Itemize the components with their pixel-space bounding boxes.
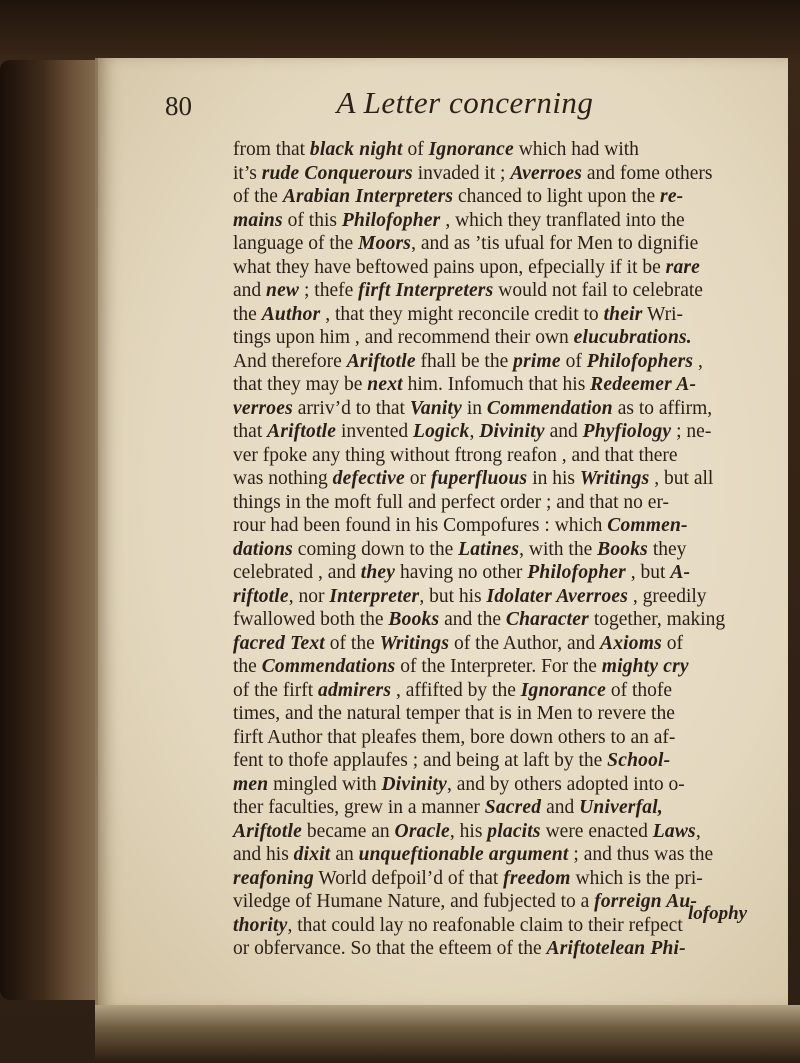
italic-text: Idolater Averroes [486,585,629,607]
italic-text: Books [388,609,440,630]
italic-text: Philofopher [341,209,441,231]
text-segment: times, and the natural temper that is in Men to revere the [233,703,675,724]
italic-text: Moors [358,233,412,254]
text-segment: in his [527,468,580,489]
italic-text: School- [607,750,671,771]
text-line [233,867,768,891]
italic-text: Ariftotle [233,820,302,842]
text-segment: invaded it ; [412,162,511,184]
text-segment: and [541,797,580,818]
italic-text: their [603,303,643,325]
text-line [233,350,768,374]
text-segment: , but all [649,468,714,489]
catchword: lofophy [688,903,748,924]
italic-text: prime [513,350,561,372]
italic-text: rare [665,256,701,278]
text-line [233,397,768,421]
text-segment: of [661,632,684,654]
text-segment: and his [233,844,294,865]
text-segment: And therefore [233,350,347,372]
italic-text: re- [660,186,684,207]
text-line [233,326,768,350]
text-segment: would not fail to celebrate [493,280,703,301]
text-segment: the [233,656,262,677]
text-segment: was nothing [233,468,333,489]
text-line [233,608,768,632]
italic-text: Commendations [261,656,396,677]
italic-text: Logick [413,421,470,442]
text-segment: and the [439,609,506,630]
text-segment: became an [301,820,395,842]
text-line [233,655,768,679]
italic-text: thority [233,914,288,936]
italic-text: verroes [233,397,293,419]
text-line [233,773,768,797]
italic-text: mighty cry [601,656,689,677]
text-segment: Wri- [642,303,684,325]
italic-text: rude Conquerours [261,162,413,184]
text-segment: , affifted by the [391,679,521,701]
text-segment: ; ne- [671,421,712,442]
text-line [233,585,768,609]
text-segment: , [695,820,701,842]
text-segment: him. Infomuch that his [402,374,591,395]
italic-text: men [233,773,269,795]
text-segment: rour had been found in his Compofures : which [233,515,608,536]
italic-text: new [266,280,300,301]
text-segment: of [560,350,587,372]
text-segment: , and as ’tis ufual for Men to dignifie [411,233,699,254]
text-line [233,209,768,233]
text-segment: fhall be the [415,350,514,372]
text-segment: , that could lay no reafonable claim to their refpect [287,914,683,936]
italic-text: facred Text [233,632,325,654]
italic-text: Commen- [607,515,688,536]
text-line [233,256,768,280]
italic-text: Sacred [484,797,542,818]
text-segment: they [647,538,687,560]
text-segment: , but his [419,585,487,607]
text-segment: the [233,303,262,325]
italic-text: admirers [318,679,392,701]
italic-text: firft Interpreters [358,280,494,301]
text-segment: an [330,844,359,865]
italic-text: defective [332,468,405,489]
italic-text: next [367,374,403,395]
italic-text: Ignorance [520,679,606,701]
text-segment: firft Author that pleafes them, bore down others to an af- [233,726,676,748]
italic-text: Axioms [600,632,662,654]
text-segment: and [233,280,267,301]
text-segment: or obfervance. So that the efteem of the [233,938,547,959]
text-segment: of the Interpreter. For the [395,656,602,677]
text-segment: of the firft [233,679,319,701]
italic-text: forreign Au- [594,891,698,912]
text-segment: and fome others [581,162,713,184]
italic-text: Author [261,303,321,325]
text-segment: , with the [519,538,598,560]
text-segment: , which they tranflated into the [440,209,685,231]
italic-text: placits [487,820,541,842]
text-line [233,726,768,750]
text-line [233,491,768,515]
italic-text: Ariftotle [346,350,416,372]
text-segment: tings upon him , and recommend their own [233,327,574,348]
text-segment: fent to thofe applaufes ; and being at laft by the [233,750,608,771]
text-segment: that [233,421,268,442]
text-segment: ; and thus was the [568,844,714,865]
italic-text: Writings [379,632,450,654]
text-segment: which is the pri- [570,867,703,889]
text-segment: , greedily [628,585,707,607]
text-segment: what they have beftowed pains upon, efpecially if it be [233,256,666,278]
text-line [233,679,768,703]
text-segment: of the Author, and [449,632,601,654]
text-line [233,279,768,303]
italic-text: unqueftionable argument [358,844,569,865]
text-segment: in [462,397,487,419]
text-segment: things in the moft full and perfect order ; and that no er- [233,491,670,513]
italic-text: Vanity [409,397,462,419]
text-segment: celebrated , and [233,562,361,583]
text-segment: having no other [395,562,528,583]
italic-text: reafoning [233,867,314,889]
italic-text: Ariftotle [267,421,337,442]
text-segment: , but [625,562,671,583]
text-line [233,514,768,538]
text-segment: of the [324,632,380,654]
italic-text: Divinity [381,773,447,795]
italic-text: Ariftotelean Phi- [546,938,686,959]
text-segment: from that [233,139,310,160]
text-line [233,373,768,397]
text-segment: , that they might reconcile credit to [320,303,604,325]
text-segment: ; thefe [299,280,359,301]
italic-text: Phyfiology [582,421,672,442]
text-segment: or [404,468,431,489]
text-segment: viledge of Humane Nature, and fubjected to a [233,891,595,912]
text-segment: invented [336,421,413,442]
text-line [233,420,768,444]
italic-text: Redeemer A- [590,374,697,395]
text-segment: of [402,139,429,160]
italic-text: mains [233,209,283,231]
text-segment: of the [233,186,283,207]
italic-text: Writings [579,468,650,489]
text-segment: it’s [233,162,262,184]
body-text [233,138,768,961]
text-segment: fwallowed both the [233,609,389,630]
italic-text: Philofophers [586,350,694,372]
text-segment: , [693,350,703,372]
text-line [233,561,768,585]
text-line [233,749,768,773]
page-bottom-edge [95,1005,800,1063]
text-segment: chanced to light upon the [453,186,661,207]
italic-text: Books [597,538,648,560]
text-line [233,185,768,209]
page-number: 80 [165,91,192,121]
text-segment: , his [449,820,488,842]
italic-text: A- [670,562,691,583]
text-segment: ver fpoke any thing without ftrong reafon , and that there [233,444,678,466]
text-segment: of this [282,209,342,231]
text-segment: , nor [288,585,330,607]
text-line [233,843,768,867]
italic-text: Interpreter [329,585,420,607]
running-title: A Letter concerning [336,85,594,120]
italic-text: fuperfluous [430,468,528,489]
text-segment: coming down to the [292,538,459,560]
text-segment: , and by others adopted into o- [447,773,685,795]
text-line [233,538,768,562]
text-segment: together, making [588,609,726,630]
text-segment: arriv’d to that [292,397,410,419]
text-line [233,820,768,844]
page-header [165,85,725,135]
text-line [233,303,768,327]
italic-text: Philofopher [527,562,626,583]
italic-text: Arabian Interpreters [282,186,454,207]
italic-text: dations [233,538,293,560]
text-segment: that they may be [233,374,368,395]
italic-text: Commendation [486,397,613,419]
italic-text: elucubrations. [573,327,692,348]
text-line [233,702,768,726]
italic-text: Ignorance [428,139,514,160]
text-segment: mingled with [268,773,382,795]
text-segment: were enacted [540,820,653,842]
italic-text: Oracle [394,820,450,842]
italic-text: Character [505,609,589,630]
italic-text: Latines [458,538,520,560]
text-line [233,937,768,961]
text-line [233,232,768,256]
text-line [233,162,768,186]
italic-text: freedom [503,867,571,889]
text-segment: as to affirm, [612,397,713,419]
text-segment: and [544,421,583,442]
text-segment: ther faculties, grew in a manner [233,797,485,818]
text-line [233,467,768,491]
italic-text: they [360,562,396,583]
italic-text: Averroes [510,162,582,184]
text-segment: , [469,421,480,442]
italic-text: Univerfal, [579,797,663,818]
text-segment: World defpoil’d of that [313,867,504,889]
text-line [233,632,768,656]
italic-text: black night [309,139,403,160]
text-line [233,138,768,162]
italic-text: dixit [293,844,331,865]
text-line [233,796,768,820]
italic-text: Laws [652,820,696,842]
text-line [233,444,768,468]
text-segment: which had with [513,139,639,160]
text-segment: of thofe [605,679,673,701]
text-segment: language of the [233,233,359,254]
italic-text: riftotle [233,585,289,607]
italic-text: Divinity [479,421,545,442]
